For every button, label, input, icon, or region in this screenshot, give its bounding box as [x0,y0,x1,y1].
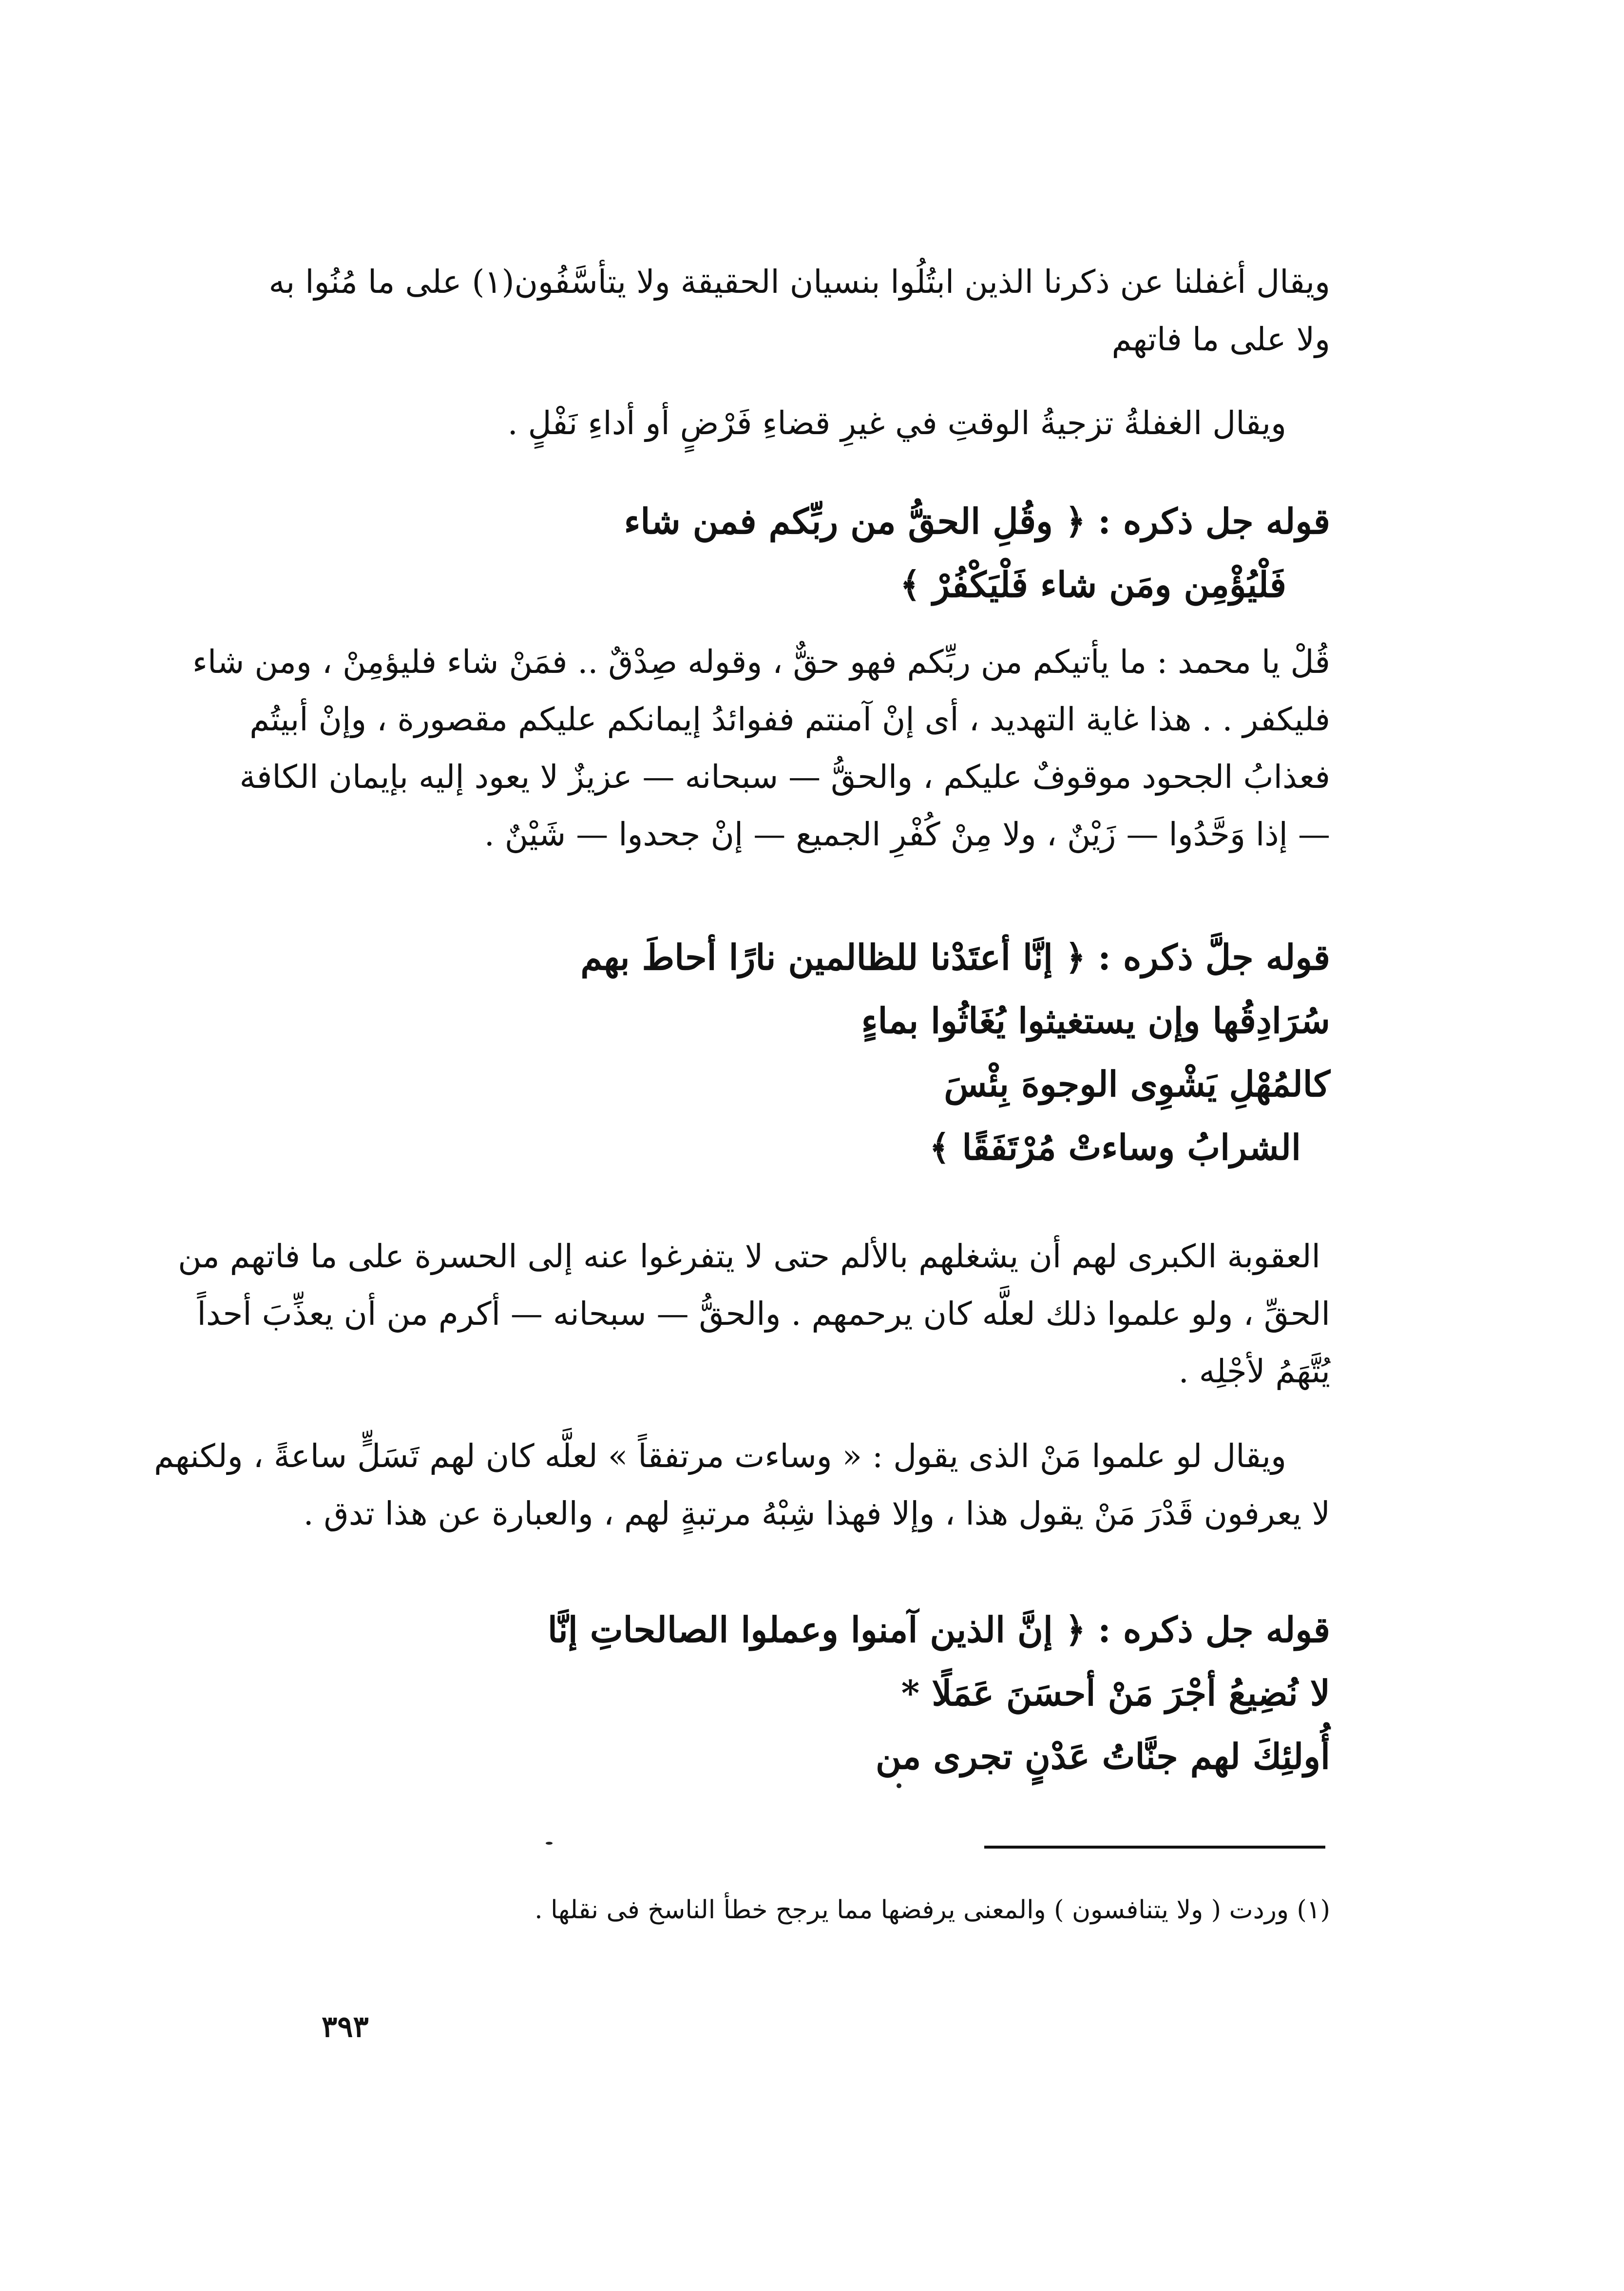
verse-line: قوله جلَّ ذكره : ﴿ إنَّا أعتَدْنا للظالمين نارًا أحاطَ بهم [580,936,1330,978]
verse-block [516,490,1330,616]
verse-line: أُولئِكَ لهم جنَّاتُ عَدْنٍ تجرى من [875,1736,1330,1777]
scan-speck [897,1783,901,1788]
verse-line: قوله جل ذكره : ﴿ إنَّ الذين آمنوا وعملوا الصالحاتِ إنَّا [547,1609,1330,1650]
scan-speck [546,1842,553,1845]
paragraph-line: العقوبة الكبرى لهم أن يشغلهم بالألم حتى لا يتفرغوا عنه إلى الحسرة على ما فاتهم من [178,1238,1320,1275]
footnote: (١) وردت ( ولا يتنافسون ) والمعنى يرفضها مما يرجح خطأ الناسخ فى نقلها . [535,1895,1330,1925]
commentary-paragraph [178,1228,1330,1400]
paragraph-line: فعذابُ الجحود موقوفٌ عليكم ، والحقُّ — سبحانه — عزيزٌ لا يعود إليه بإيمان الكافة [239,758,1330,796]
paragraph-line: لا يعرفون قَدْرَ مَنْ يقول هذا ، وإلا فهذا شِبْهُ مرتبةٍ لهم ، والعبارة عن هذا تدق . [303,1495,1330,1532]
commentary-paragraph [153,1428,1330,1543]
verse-line: الشرابُ وساءتْ مُرْتَفَقًا ﴾ [929,1126,1301,1168]
verse-block [536,926,1330,1179]
paragraph-heedlessness-definition [273,395,1330,452]
verse-line: لا نُضِيعُ أجْرَ مَنْ أحسَنَ عَمَلًا * [901,1672,1330,1714]
paragraph-line: — إذا وَحَّدُوا — زَيْنٌ ، ولا مِنْ كُفْرِ الجميع — إنْ جحدوا — شَيْنٌ . [484,816,1330,853]
paragraph-line: ويقال الغفلةُ تزجيةُ الوقتِ في غيرِ قضاءِ فَرْضٍ أو أداءِ نَفْلٍ . [507,404,1286,442]
verse-line: فَلْيُؤْمِن ومَن شاء فَلْيَكْفُرْ ﴾ [899,564,1286,605]
commentary-paragraph [192,633,1330,863]
paragraph-line: ولا على ما فاتهم [1111,321,1330,358]
paragraph-heedless [268,253,1330,368]
verse-line: كالمُهْلِ يَشْوِى الوجوهَ بِئْسَ [944,1063,1330,1105]
paragraph-line: الحقِّ ، ولو علموا ذلك لعلَّه كان يرحمهم . والحقُّ — سبحانه — أكرم من أن يعذِّبَ أحداً [197,1295,1330,1333]
paragraph-line: يُتَّهَمُ لأجْلِه . [1178,1353,1330,1390]
paragraph-line: ويقال أغفلنا عن ذكرنا الذين ابتُلُوا بنسيان الحقيقة ولا يتأسَّفُون(١) على ما مُنُوا به [268,263,1330,301]
paragraph-line: فليكفر . . هذا غاية التهديد ، أى إنْ آمنتم ففوائدُ إيمانكم عليكم مقصورة ، وإنْ أبيتُم [249,701,1330,738]
paragraph-line: قُلْ يا محمد : ما يأتيكم من ربِّكم فهو حقٌّ ، وقوله صِدْقٌ .. فمَنْ شاء فليؤمِنْ ، ومن شاء [192,643,1330,681]
page-number: ٣٩٣ [322,2010,369,2044]
verse-line: قوله جل ذكره : ﴿ وقُلِ الحقُّ من ربِّكم فمن شاء [624,500,1330,542]
footnote-separator [984,1846,1325,1849]
paragraph-line: ويقال لو علموا مَنْ الذى يقول : « وساءت مرتفقاً » لعلَّه كان لهم تَسَلٍّ ساعةً ، ولكنهم [153,1437,1286,1475]
verse-line: سُرَادِقُها وإن يستغيثوا يُغَاثُوا بماءٍ [861,1000,1330,1041]
verse-block [516,1598,1330,1788]
